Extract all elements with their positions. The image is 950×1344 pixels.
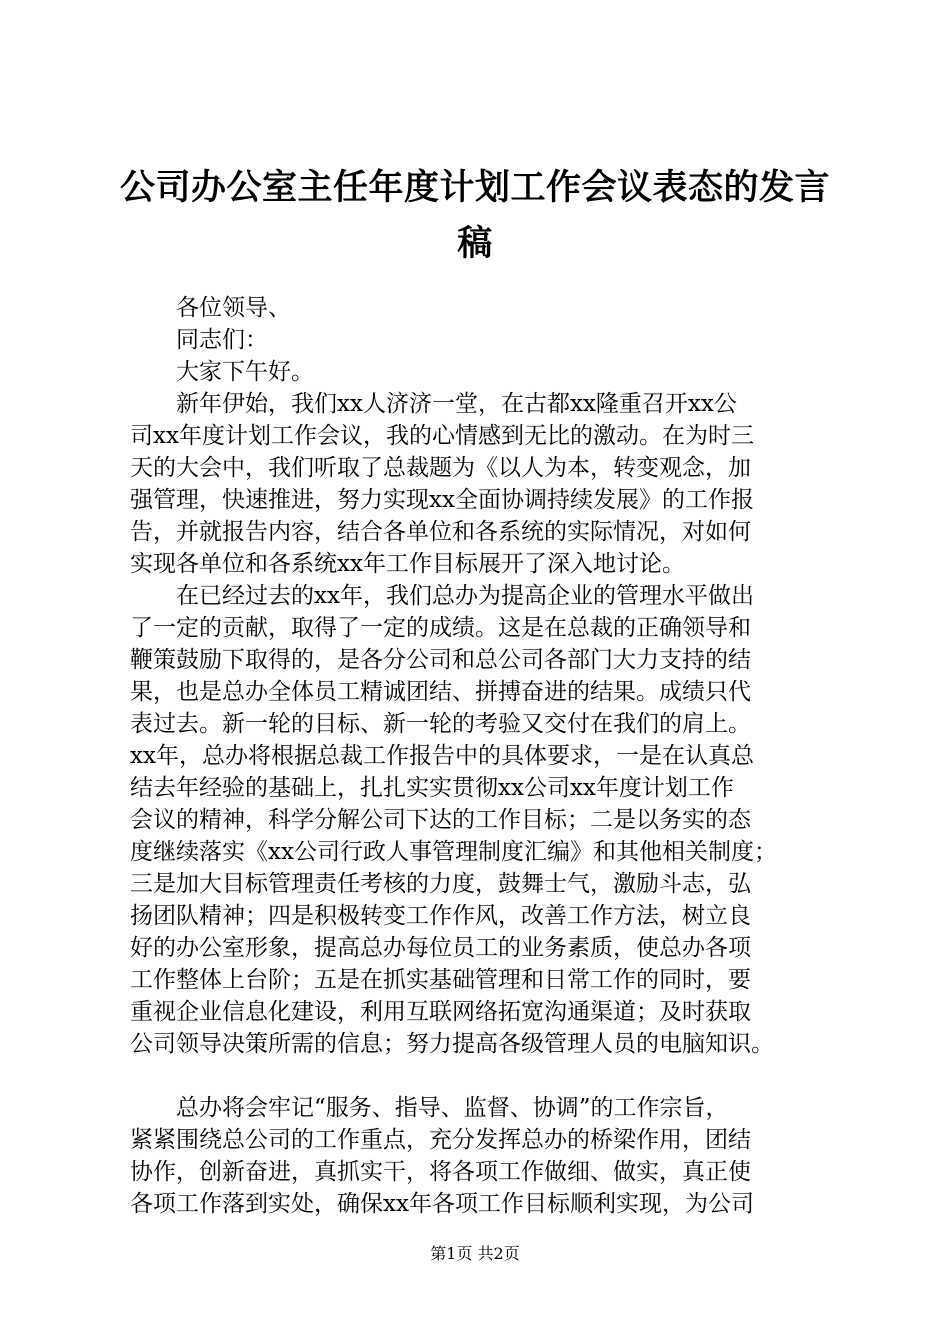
body-line: 结去年经验的基础上，扎扎实实贯彻xx公司xx年度计划工作 [130, 775, 734, 801]
body-line: 新年伊始，我们xx人济济一堂，在古都xx隆重召开xx公 [130, 391, 737, 417]
body-line: 司xx年度计划工作会议，我的心情感到无比的激动。在为时三 [130, 423, 754, 449]
page-footer: 第1页 共2页 [430, 1244, 520, 1263]
body-line: 好的办公室形象，提高总办每位员工的业务素质，使总办各项 [130, 935, 751, 961]
body-line: 同志们： [130, 327, 268, 353]
body-line: 重视企业信息化建设，利用互联网络拓宽沟通渠道；及时获取 [130, 999, 751, 1025]
document-title [120, 160, 830, 272]
body-line: 鞭策鼓励下取得的，是各分公司和总公司各部门大力支持的结 [130, 647, 751, 673]
body-line: 各项工作落到实处，确保xx年各项工作目标顺利实现，为公司 [130, 1191, 754, 1217]
body-line: 天的大会中，我们听取了总裁题为《以人为本，转变观念，加 [130, 455, 751, 481]
body-line: 告，并就报告内容，结合各单位和各系统的实际情况，对如何 [130, 519, 751, 545]
body-line: 总办将会牢记“服务、指导、监督、协调”的工作宗旨， [130, 1095, 729, 1121]
body-line: 实现各单位和各系统xx年工作目标展开了深入地讨论。 [130, 551, 685, 577]
body-line: 三是加大目标管理责任考核的力度，鼓舞士气，激励斗志，弘 [130, 871, 751, 897]
body-line: 紧紧围绕总公司的工作重点，充分发挥总办的桥梁作用，团结 [130, 1127, 751, 1153]
title-line: 公司办公室主任年度计划工作会议表态的发言 [120, 168, 831, 208]
body-line: 强管理，快速推进，努力实现xx全面协调持续发展》的工作报 [130, 487, 754, 513]
body-line: 表过去。新一轮的目标、新一轮的考验又交付在我们的肩上。 [130, 711, 751, 737]
body-line: 在已经过去的xx年，我们总办为提高企业的管理水平做出 [130, 583, 754, 609]
body-line: 了一定的贡献，取得了一定的成绩。这是在总裁的正确领导和 [130, 615, 751, 641]
blank-line [130, 1060, 850, 1092]
body-line: 度继续落实《xx公司行政人事管理制度汇编》和其他相关制度； [130, 839, 777, 865]
body-line: 大家下午好。 [130, 359, 314, 385]
title-line: 稿 [457, 224, 493, 264]
body-line: 各位领导、 [130, 295, 291, 321]
body-line: 公司领导决策所需的信息；努力提高各级管理人员的电脑知识。 [130, 1031, 774, 1057]
body-line: 扬团队精神；四是积极转变工作作风，改善工作方法，树立良 [130, 903, 751, 929]
body-line: xx年，总办将根据总裁工作报告中的具体要求，一是在认真总 [130, 743, 754, 769]
body-line: 工作整体上台阶；五是在抓实基础管理和日常工作的同时，要 [130, 967, 751, 993]
body-line: 协作，创新奋进，真抓实干，将各项工作做细、做实，真正使 [130, 1159, 751, 1185]
document-body [130, 292, 850, 1220]
body-line: 果，也是总办全体员工精诚团结、拼搏奋进的结果。成绩只代 [130, 679, 751, 705]
body-line: 会议的精神，科学分解公司下达的工作目标；二是以务实的态 [130, 807, 751, 833]
